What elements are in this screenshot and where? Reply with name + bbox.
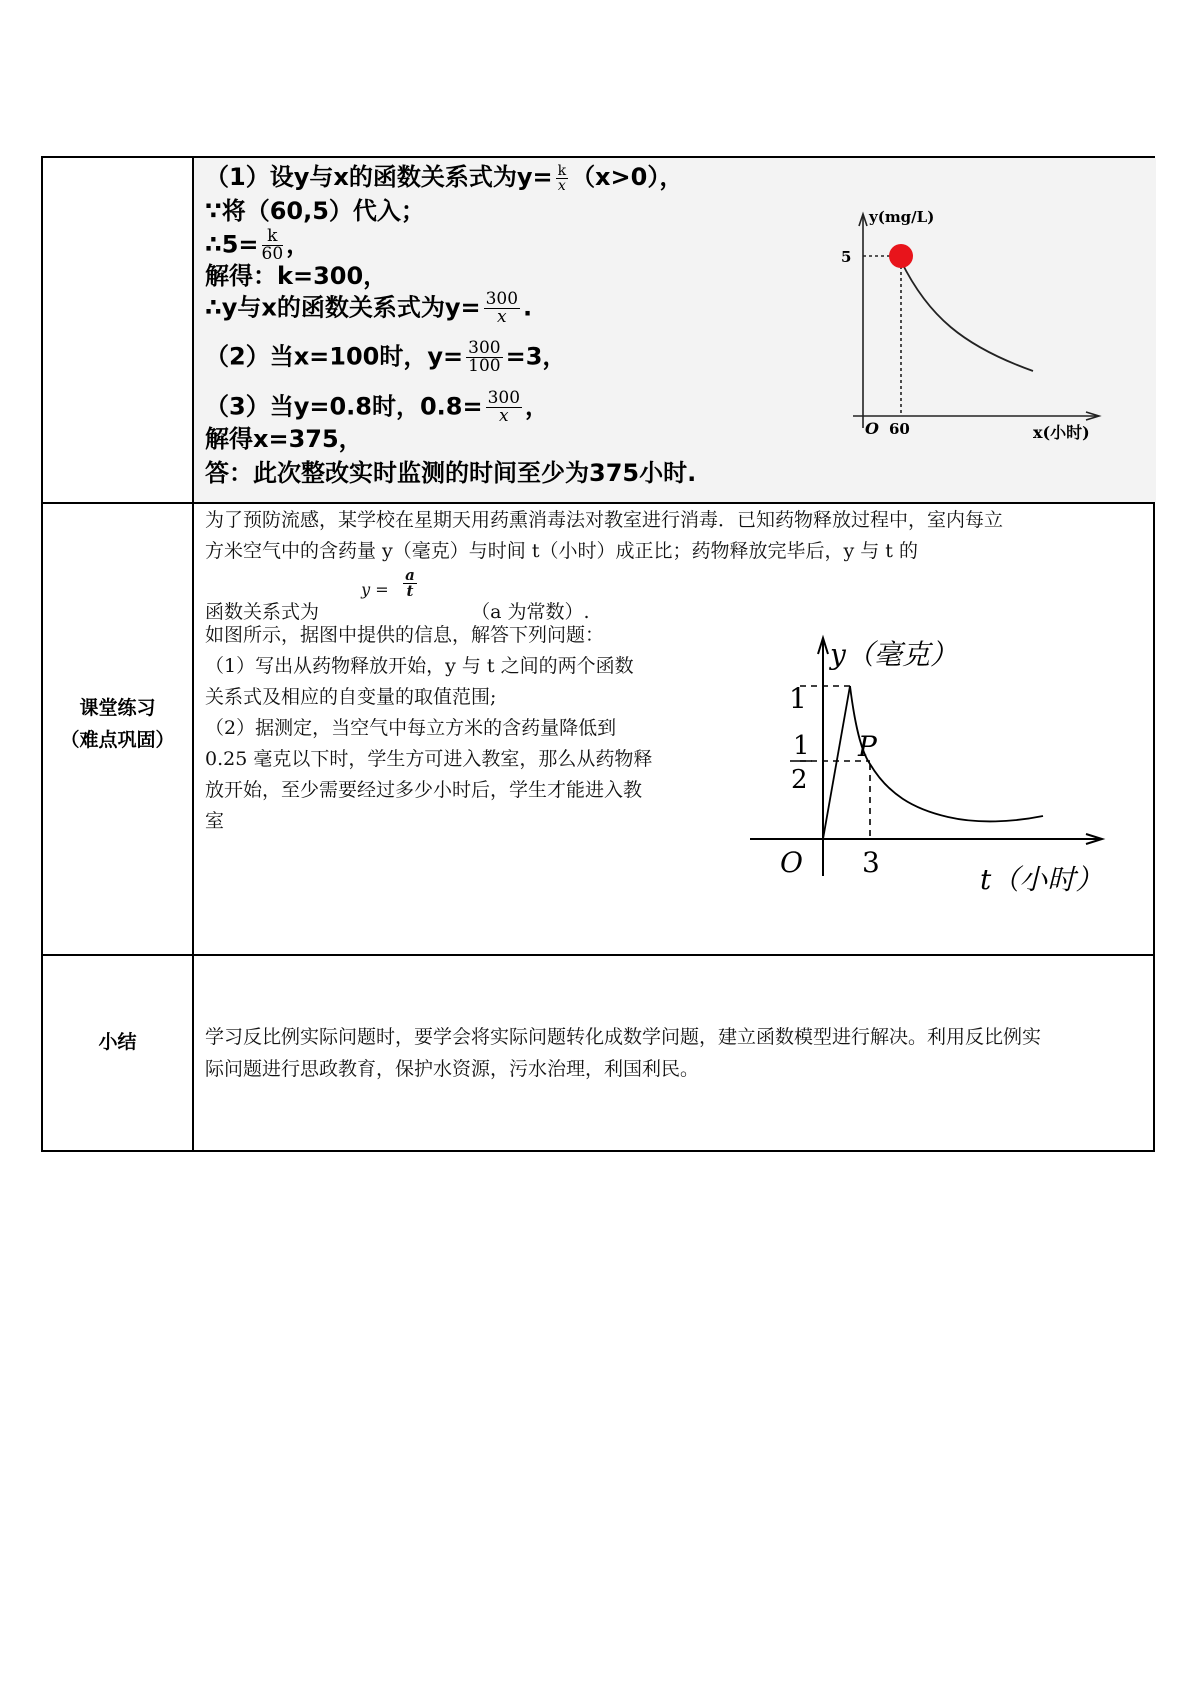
problem-line-1: 为了预防流感，某学校在星期天用药熏消毒法对教室进行消毒．已知药物释放过程中，室内每立	[205, 509, 1004, 531]
medicine-graph	[748, 634, 1168, 904]
denominator: x	[497, 307, 507, 327]
point-p-label: P	[858, 730, 877, 763]
text: 函数关系式为	[205, 601, 320, 623]
text: （3）当y=0.8时，0.8=	[205, 392, 483, 421]
solution-line-4: 解得：k=300，	[205, 262, 388, 290]
solution-line-5	[205, 291, 532, 326]
origin-label: O	[780, 846, 803, 879]
text: （2）当x=100时，y=	[205, 342, 464, 371]
column-divider	[192, 158, 194, 1150]
problem-line-4: 如图所示，据图中提供的信息，解答下列问题：	[205, 624, 605, 646]
denominator: x	[557, 177, 566, 194]
problem-line-7: （2）据测定，当空气中每立方米的含药量降低到	[205, 717, 617, 739]
solution-line-1	[205, 162, 683, 193]
row-divider-1	[43, 502, 1153, 504]
fraction-300-over-x	[486, 390, 522, 425]
linear-segment	[823, 686, 850, 839]
problem-line-5: （1）写出从药物释放开始，y 与 t 之间的两个函数	[205, 655, 634, 677]
numerator: a	[405, 566, 415, 584]
practice-label	[43, 692, 192, 756]
denominator: 60	[261, 244, 284, 264]
x-tick-3: 3	[862, 846, 880, 879]
denominator: t	[406, 582, 414, 600]
text: ∴y与x的函数关系式为y=	[205, 293, 481, 322]
summary-line-1: 学习反比例实际问题时，要学会将实际问题转化成数学问题，建立函数模型进行解决。利用反比例实	[205, 1026, 1042, 1048]
origin-label: O	[865, 419, 879, 438]
text: ，	[286, 230, 311, 259]
inverse-curve	[850, 686, 1043, 821]
solution-line-3	[205, 228, 310, 263]
problem-line-8: 0.25 毫克以下时，学生方可进入教室，那么从药物释	[205, 748, 653, 770]
solution-line-2: ∵将（60,5）代入；	[205, 197, 425, 225]
problem-line-10: 室	[205, 810, 225, 832]
y-axis-label-text: y（毫克）	[830, 638, 958, 671]
summary-line-2: 际问题进行思政教育，保护水资源，污水治理，利国利民。	[205, 1058, 700, 1080]
solution-line-6	[205, 340, 566, 375]
half-numerator: 1	[793, 731, 810, 761]
lesson-table	[41, 156, 1155, 1152]
y-axis-label: y(mg/L)	[869, 208, 935, 226]
numerator: 300	[485, 289, 519, 309]
x-axis-label: t（小时）	[980, 863, 1104, 896]
y-tick-label: 5	[841, 248, 852, 266]
text: =3，	[505, 342, 567, 371]
denominator: x	[499, 406, 509, 426]
solution-line-9: 答：此次整改实时监测的时间至少为375小时.	[205, 459, 697, 487]
text: ∴5=	[205, 230, 259, 259]
problem-line-6: 关系式及相应的自变量的取值范围;	[205, 686, 497, 708]
fraction-300-over-100	[466, 340, 502, 375]
solution-line-8: 解得x=375，	[205, 425, 363, 453]
y-axis-label	[828, 638, 958, 671]
numerator: 300	[487, 388, 521, 408]
formula-y-equals-a-over-t	[325, 566, 465, 618]
fraction-k-over-x	[556, 164, 568, 193]
problem-line-2: 方米空气中的含药量 y（毫克）与时间 t（小时）成正比；药物释放完毕后，y 与 t 的	[205, 540, 918, 562]
formula-lhs: y =	[361, 580, 389, 599]
problem-line-9: 放开始，至少需要经过多少小时后，学生才能进入教	[205, 779, 643, 801]
concentration-graph	[833, 206, 1113, 466]
x-tick-label: 60	[889, 420, 910, 438]
numerator: 300	[468, 338, 501, 358]
numerator: k	[557, 162, 567, 179]
decay-curve	[901, 261, 1033, 371]
numerator: k	[262, 228, 284, 246]
denominator: 100	[468, 356, 501, 376]
y-tick-1: 1	[789, 682, 807, 715]
half-denominator: 2	[791, 765, 808, 795]
practice-label-line-1: 课堂练习	[79, 697, 156, 719]
text: ，	[525, 392, 550, 421]
fraction-k-over-60	[262, 228, 284, 263]
row-divider-2	[43, 954, 1153, 956]
text: （x>0），	[571, 163, 684, 191]
text: .	[523, 293, 533, 322]
formula-fraction	[403, 568, 417, 599]
solution-line-7	[205, 390, 549, 425]
x-axis-label: x(小时)	[1033, 423, 1090, 442]
start-point-marker	[889, 244, 913, 268]
fraction-300-over-x	[484, 291, 520, 326]
summary-label: 小结	[98, 1031, 137, 1053]
practice-label-line-2: （难点巩固）	[60, 729, 175, 751]
text: （a 为常数）.	[471, 601, 590, 623]
text: （1）设y与x的函数关系式为y=	[205, 163, 553, 191]
